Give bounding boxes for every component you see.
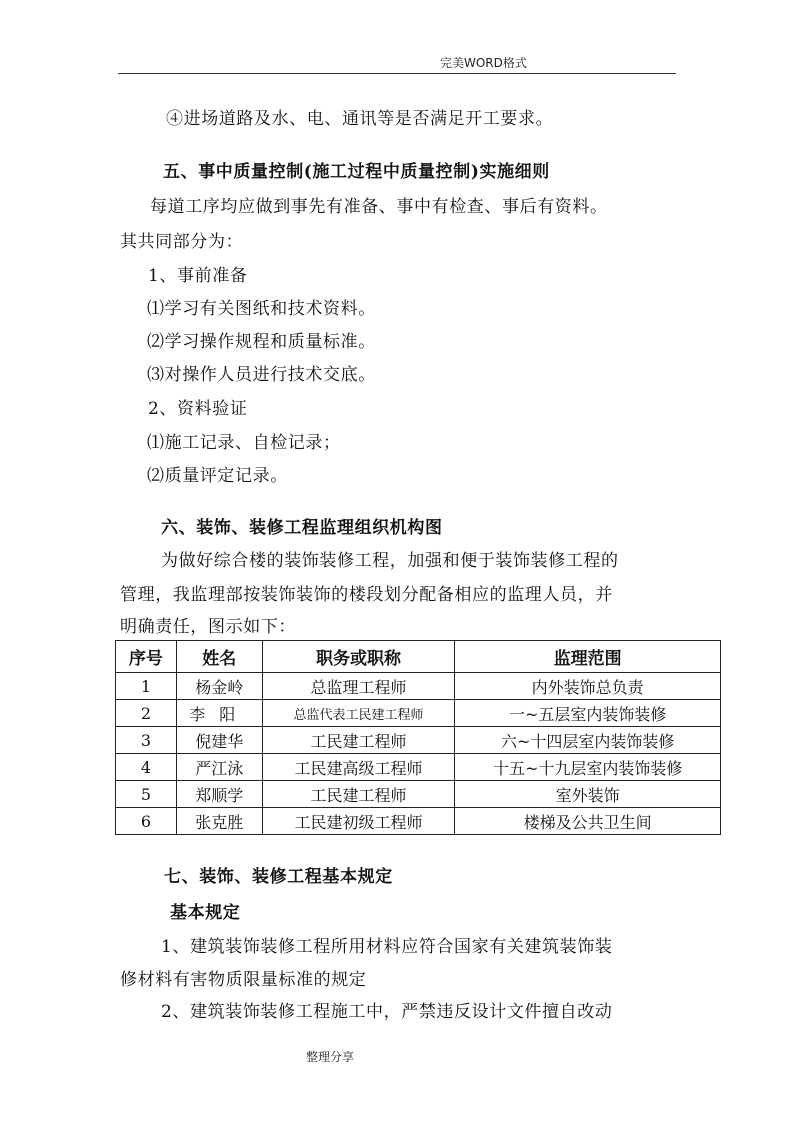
table-header-row bbox=[116, 641, 721, 673]
cell-number: 3 bbox=[116, 727, 177, 754]
cell-name: 郑顺学 bbox=[176, 781, 262, 808]
cell-scope: 楼梯及公共卫生间 bbox=[455, 808, 721, 835]
table-row bbox=[116, 673, 721, 700]
cell-title: 工民建初级工程师 bbox=[262, 808, 455, 835]
list-item: ⑵学习操作规程和质量标准。 bbox=[147, 332, 376, 352]
cell-number: 1 bbox=[116, 673, 177, 700]
table-row bbox=[116, 808, 721, 835]
cell-name: 张克胜 bbox=[176, 808, 262, 835]
section-heading-7: 七、装饰、装修工程基本规定 bbox=[164, 867, 393, 887]
table-row bbox=[116, 754, 721, 781]
cell-number: 2 bbox=[116, 700, 177, 727]
list-item: ⑵质量评定记录。 bbox=[147, 466, 288, 486]
cell-title: 工民建高级工程师 bbox=[262, 754, 455, 781]
paragraph-line: 明确责任，图示如下： bbox=[120, 617, 296, 637]
table-row bbox=[116, 781, 721, 808]
subsection-heading: 基本规定 bbox=[170, 903, 241, 923]
cell-name: 杨金岭 bbox=[176, 673, 262, 700]
paragraph-line: 修材料有害物质限量标准的规定 bbox=[120, 970, 367, 990]
list-item: ⑶对操作人员进行技术交底。 bbox=[147, 365, 376, 385]
cell-scope: 十五~十九层室内装饰装修 bbox=[455, 754, 721, 781]
cell-scope: 室外装饰 bbox=[455, 781, 721, 808]
column-header-name: 姓名 bbox=[176, 641, 262, 673]
subsection-heading: 1、事前准备 bbox=[148, 266, 248, 286]
cell-scope: 一~五层室内装饰装修 bbox=[455, 700, 721, 727]
paragraph-line: 管理，我监理部按装饰装饰的楼段划分配备相应的监理人员，并 bbox=[120, 585, 613, 605]
paragraph-line: ④进场道路及水、电、通讯等是否满足开工要求。 bbox=[166, 109, 554, 129]
subsection-heading: 2、资料验证 bbox=[148, 399, 248, 419]
cell-name: 严江泳 bbox=[176, 754, 262, 781]
cell-scope: 内外装饰总负责 bbox=[455, 673, 721, 700]
page-header-text: 完美WORD格式 bbox=[440, 56, 527, 70]
cell-number: 6 bbox=[116, 808, 177, 835]
staff-table bbox=[115, 640, 721, 835]
paragraph-line: 1、建筑装饰装修工程所用材料应符合国家有关建筑装饰装 bbox=[161, 937, 613, 957]
cell-scope: 六~十四层室内装饰装修 bbox=[455, 727, 721, 754]
cell-name: 李阳 bbox=[176, 700, 262, 727]
paragraph-line: 每道工序均应做到事先有准备、事中有检查、事后有资料。 bbox=[150, 197, 608, 217]
paragraph-line: 其共同部分为： bbox=[120, 232, 244, 252]
paragraph-line: 2、建筑装饰装修工程施工中，严禁违反设计文件擅自改动 bbox=[161, 1002, 613, 1022]
column-header-title: 职务或职称 bbox=[262, 641, 455, 673]
header-divider bbox=[118, 73, 676, 74]
paragraph-line: 为做好综合楼的装饰装修工程，加强和便于装饰装修工程的 bbox=[161, 551, 619, 571]
page-footer-text: 整理分享 bbox=[306, 1050, 355, 1064]
column-header-scope: 监理范围 bbox=[455, 641, 721, 673]
cell-number: 4 bbox=[116, 754, 177, 781]
list-item: ⑴施工记录、自检记录； bbox=[147, 433, 341, 453]
section-heading-5: 五、事中质量控制(施工过程中质量控制)实施细则 bbox=[163, 162, 550, 182]
cell-title: 总监理工程师 bbox=[262, 673, 455, 700]
cell-number: 5 bbox=[116, 781, 177, 808]
cell-title: 工民建工程师 bbox=[262, 781, 455, 808]
column-header-number: 序号 bbox=[116, 641, 177, 673]
cell-name: 倪建华 bbox=[176, 727, 262, 754]
cell-title: 总监代表工民建工程师 bbox=[262, 700, 455, 727]
table-row bbox=[116, 700, 721, 727]
table-row bbox=[116, 727, 721, 754]
cell-title: 工民建工程师 bbox=[262, 727, 455, 754]
section-heading-6: 六、装饰、装修工程监理组织机构图 bbox=[161, 518, 443, 538]
list-item: ⑴学习有关图纸和技术资料。 bbox=[147, 299, 376, 319]
